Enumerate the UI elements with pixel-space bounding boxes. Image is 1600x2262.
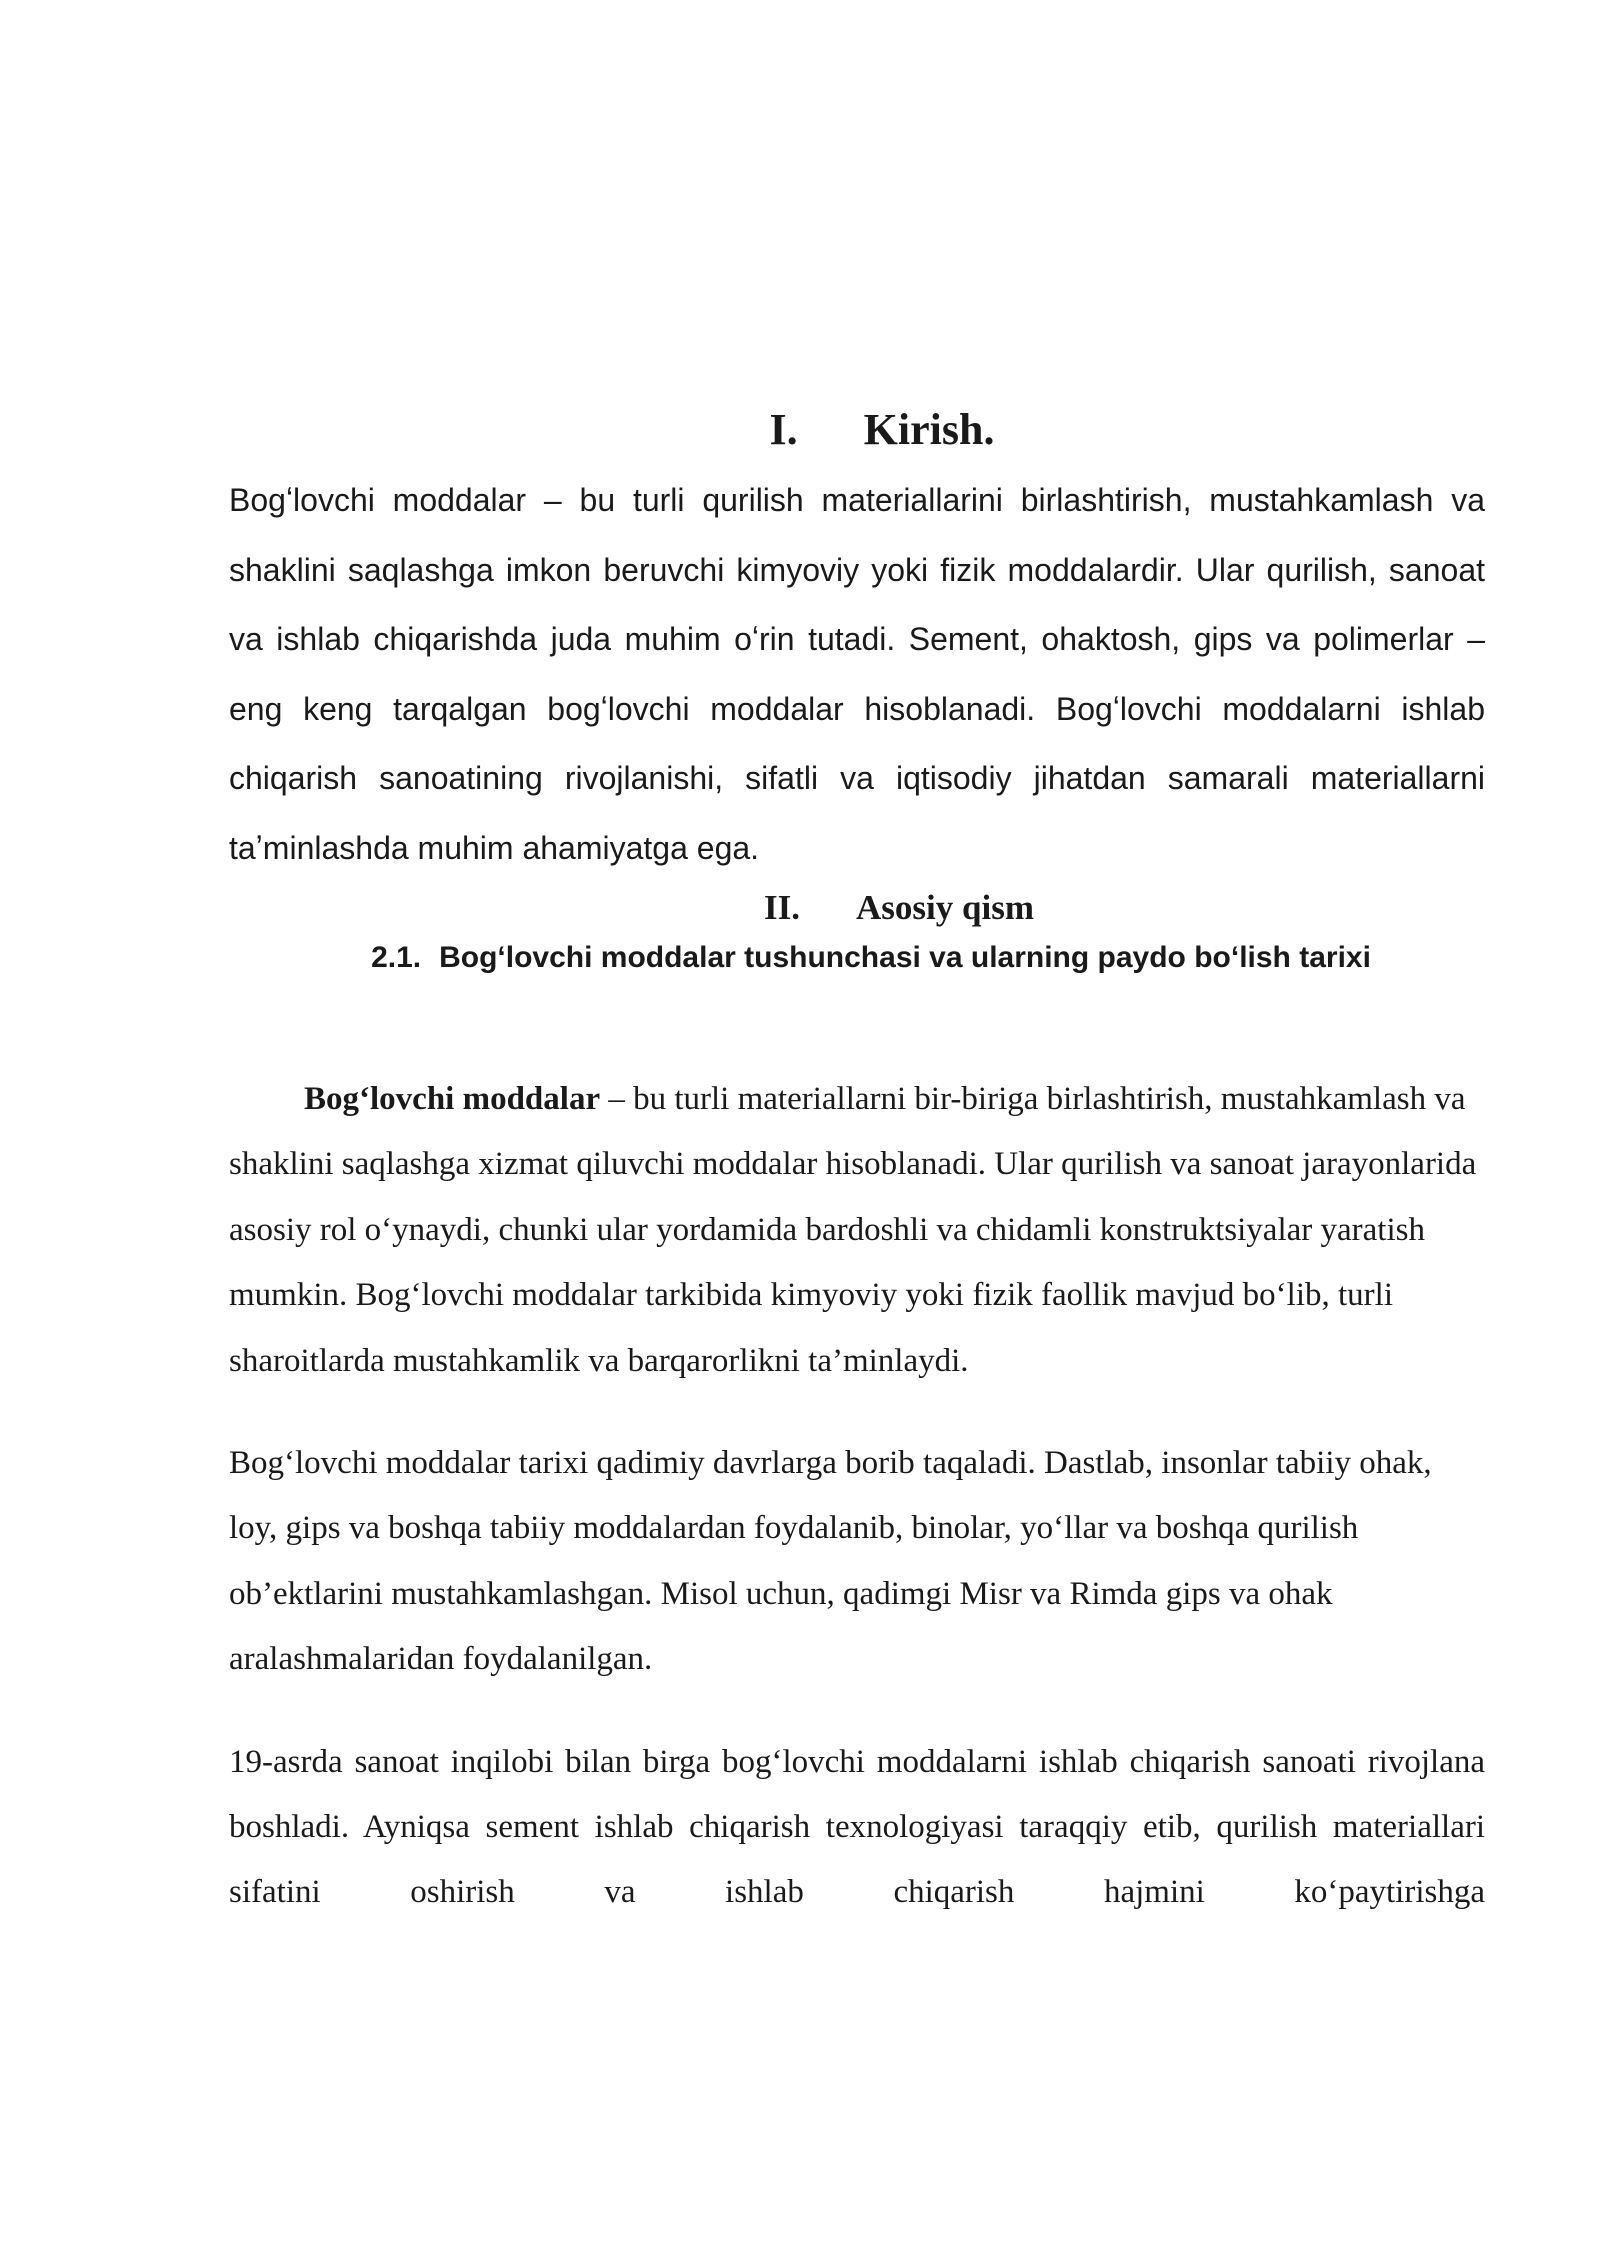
defined-term: Bog‘lovchi moddalar	[304, 1081, 601, 1117]
intro-paragraph: Bogʻlovchi moddalar – bu turli qurilish materiallarini birlashtirish, mustahkamlash va shaklini saqlashga imkon beruvchi kimyoviy yoki fizik moddalardir. Ular qurilish, sanoat va ishlab chiqarishda juda muhim oʻrin tutadi. Sement, ohaktosh, gips va polimerlar – eng keng tarqalgan bogʻlovchi moddalar hisoblanadi. Bogʻlovchi moddalarni ishlab chiqarish sanoatining rivojlanishi, sifatli va iqtisodiy jihatdan samarali materiallarni taʼminlashda muhim ahamiyatga ega.	[229, 482, 1485, 866]
page-content	[229, 400, 1485, 1926]
section-number: II.	[764, 888, 801, 927]
subsection-number: 2.1.	[371, 941, 422, 974]
body-paragraph-history: Bog‘lovchi moddalar tarixi qadimiy davrlarga borib taqaladi. Dastlab, insonlar tabiiy ohak, loy, gips va boshqa tabiiy moddalardan foydalanib, binolar, yo‘llar va boshqa qurilish ob’ektlarini mustahkamlashgan. Misol uchun, qadimgi Misr va Rimda gips va ohak aralashmalaridan foydalanilgan.	[229, 1445, 1432, 1678]
body-paragraph-industrial: 19-asrda sanoat inqilobi bilan birga bog‘lovchi moddalarni ishlab chiqarish sanoati rivojlana boshladi. Ayniqsa sement ishlab chiqarish texnologiyasi taraqqiy etib, qurilish materiallari sifatini oshirish va ishlab chiqarish hajmini ko‘paytirishga	[229, 1743, 1485, 1911]
section-number: I.	[769, 405, 798, 454]
definition-text: – bu turli materiallarni bir-biriga birlashtirish, mustahkamlash va shaklini saqlashga xizmat qiluvchi moddalar hisoblanadi. Ular qurilish va sanoat jarayonlarida asosiy rol o‘ynaydi, chunki ular yordamida bardoshli va chidamli konstruktsiyalar yaratish mumkin. Bog‘lovchi moddalar tarkibida kimyoviy yoki fizik faollik mavjud bo‘lib, turli sharoitlarda mustahkamlik va barqarorlikni ta’minlaydi.	[229, 1081, 1477, 1379]
subsection-title: Bogʻlovchi moddalar tushunchasi va ularning paydo boʻlish tarixi	[439, 941, 1371, 974]
subsection-heading	[229, 933, 1485, 983]
section-title: Kirish.	[863, 405, 995, 454]
section-heading-kirish	[229, 400, 1485, 460]
body-paragraph-definition	[229, 1067, 1485, 1394]
section-heading-asosiy-qism	[229, 883, 1485, 933]
section-title: Asosiy qism	[856, 888, 1034, 927]
